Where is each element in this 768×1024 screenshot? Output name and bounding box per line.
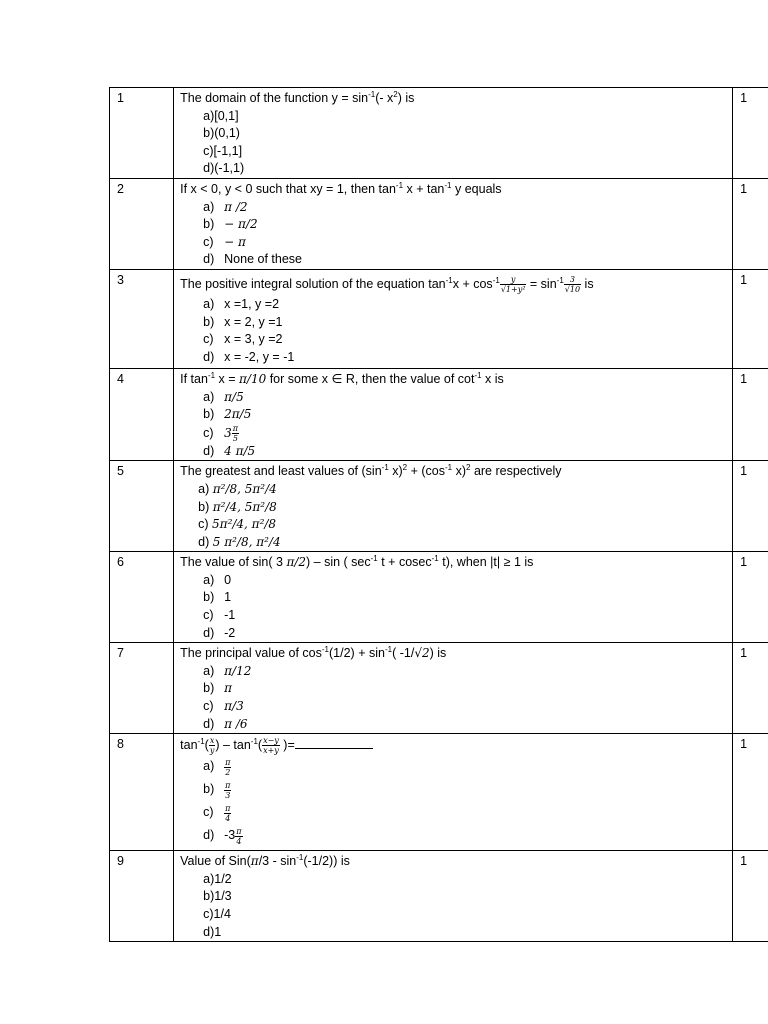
question-row <box>110 88 768 179</box>
option-c: c) x = 3, y =2 <box>203 332 283 347</box>
question-marks: 1 <box>733 269 768 368</box>
option-d: d)(-1,1) <box>203 161 245 176</box>
fraction: $\frac{\pi}{3}$ <box>225 780 231 800</box>
question-row <box>110 178 768 269</box>
question-row <box>110 734 768 851</box>
option-d: d) 4 π/5 <box>203 443 256 458</box>
option-b: b) $\frac{\pi}{3}$ <box>203 780 231 800</box>
answer-blank <box>295 736 373 749</box>
question-marks: 1 <box>733 88 768 179</box>
option-b: b) 1 <box>203 590 232 605</box>
fraction: $\frac{y}{\text{√1+y²}}$ <box>500 275 526 295</box>
option-a: a) π/5 <box>203 389 244 404</box>
question-marks: 1 <box>733 851 768 942</box>
options-list <box>198 481 732 551</box>
question-row <box>110 461 768 552</box>
option-a: a) π /2 <box>203 199 248 214</box>
fraction: $\frac{x-y}{x+y}$ <box>263 736 279 756</box>
question-stem: If x < 0, y < 0 such that xy = 1, then $\tan^{-1} x + \tan^{-1} y$ equals <box>180 180 502 196</box>
question-number: 9 <box>110 851 174 942</box>
options-list <box>203 755 732 847</box>
options-list <box>203 296 732 366</box>
question-marks: 1 <box>733 734 768 851</box>
option-b: b) − π/2 <box>203 217 258 232</box>
option-a: a) 0 <box>203 572 232 587</box>
question-row <box>110 552 768 643</box>
options-list <box>203 389 732 461</box>
question-number: 5 <box>110 461 174 552</box>
question-stem: The positive integral solution of the equation $\tan^{-1}x + \cos^{-1}$ $\frac{y}{\text{√1+y²}}$ = $\sin^{-1}$ $\frac{3}{√10}$ is <box>180 275 594 295</box>
question-number: 1 <box>110 88 174 179</box>
fraction: $\frac{\pi}{4}$ <box>236 826 242 846</box>
option-d: d) π /6 <box>203 716 248 731</box>
options-list <box>203 199 732 269</box>
option-b: b) π <box>203 681 233 696</box>
option-d: d) None of these <box>203 252 302 267</box>
option-a: a) π/12 <box>203 663 252 678</box>
option-a: a)1/2 <box>203 871 232 886</box>
question-number: 3 <box>110 269 174 368</box>
fraction: $\frac{3}{√10}$ <box>564 275 581 295</box>
question-marks: 1 <box>733 643 768 734</box>
option-b: b) x = 2, y =1 <box>203 314 283 329</box>
question-row <box>110 851 768 942</box>
option-c: c) $\frac{\pi}{4}$ <box>203 803 231 823</box>
options-list <box>203 572 732 642</box>
question-marks: 1 <box>733 178 768 269</box>
option-a: a)[0,1] <box>203 108 239 123</box>
question-body <box>174 178 733 269</box>
option-c: c)[-1,1] <box>203 143 243 158</box>
fraction: $\frac{x}{y}$ <box>209 736 215 756</box>
options-list <box>203 663 732 733</box>
question-stem: Value of $Sin(\pi/3 - \sin^{-1}(-1/2))$ is <box>180 853 350 869</box>
option-d: d)1 <box>203 924 222 939</box>
option-a: a) x =1, y =2 <box>203 296 280 311</box>
question-stem: The domain of the function $y = \sin^{-1}(-$ $x^2$) is <box>180 90 415 105</box>
question-body <box>174 368 733 460</box>
options-list <box>203 108 732 178</box>
question-number: 6 <box>110 552 174 643</box>
question-number: 2 <box>110 178 174 269</box>
question-number: 8 <box>110 734 174 851</box>
option-c: c) -1 <box>203 608 236 623</box>
option-b: b) π²/4, 5π²/8 <box>198 499 277 514</box>
question-body <box>174 851 733 942</box>
question-body <box>174 643 733 734</box>
option-d: d) -3 $\frac{\pi}{4}$ <box>203 826 242 846</box>
question-body <box>174 461 733 552</box>
question-body <box>174 269 733 368</box>
option-a: a) π²/8, 5π²/4 <box>198 481 277 496</box>
question-row <box>110 643 768 734</box>
question-body <box>174 88 733 179</box>
question-stem: The principal value of $\cos^{-1}(1/2) + \sin^{-1}$( -1/√2) is <box>180 645 447 661</box>
option-d: d) -2 <box>203 625 236 640</box>
question-marks: 1 <box>733 461 768 552</box>
question-table <box>109 87 768 942</box>
option-c: c) 3 $\frac{\pi}{5}$ <box>203 423 239 443</box>
question-stem: $\tan^{-1}$( $\frac{x}{y}$ ) – $\tan^{-1}$( $\frac{x-y}{x+y}$ )= <box>180 736 732 755</box>
question-row <box>110 368 768 460</box>
question-stem: If $\tan^{-1} x = \pi/10$ for some x ∈ R, then the value of $\cot^{-1} x$ is <box>180 370 504 386</box>
question-marks: 1 <box>733 368 768 460</box>
option-c: c) − π <box>203 234 246 249</box>
fraction: $\frac{\pi}{5}$ <box>232 423 239 443</box>
fraction: $\frac{\pi}{4}$ <box>225 803 231 823</box>
option-c: c)1/4 <box>203 907 231 922</box>
option-d: d) 5 π²/8, π²/4 <box>198 534 281 549</box>
option-c: c) 5π²/4, π²/8 <box>198 517 277 532</box>
option-b: b) 2π/5 <box>203 407 252 422</box>
question-stem: The value of sin( 3 π/2) – sin ( $\sec^{-1} t + cosec^{-1}$ t), when |t| ≥ 1 is <box>180 554 534 570</box>
question-body <box>174 734 733 851</box>
option-b: b)(0,1) <box>203 126 240 141</box>
question-number: 7 <box>110 643 174 734</box>
question-stem: The greatest and least values of ($\sin^{-1}$ $x)^2 + (\cos^{-1}$ x)$^2$ are respectively <box>180 463 562 479</box>
question-body <box>174 552 733 643</box>
options-list <box>203 871 732 941</box>
option-c: c) π/3 <box>203 699 244 714</box>
question-row <box>110 269 768 368</box>
option-a: a) $\frac{\pi}{2}$ <box>203 757 231 777</box>
fraction: $\frac{\pi}{2}$ <box>225 757 231 777</box>
option-b: b)1/3 <box>203 889 232 904</box>
question-marks: 1 <box>733 552 768 643</box>
question-number: 4 <box>110 368 174 460</box>
option-d: d) x = -2, y = -1 <box>203 349 295 364</box>
